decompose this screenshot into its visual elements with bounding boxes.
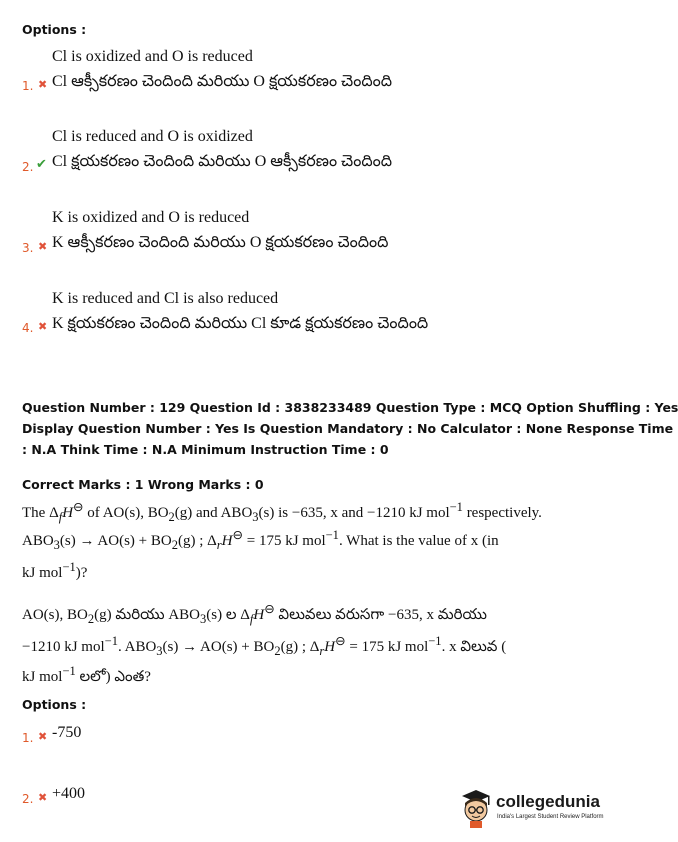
options-heading: Options :	[22, 22, 87, 37]
option-text-en: K is reduced and Cl is also reduced	[52, 290, 279, 307]
meta-line-3: : N.A Think Time : N.A Minimum Instruction Time : 0	[22, 442, 389, 457]
wrong-mark-icon: ✖	[38, 240, 48, 253]
option-text-te: K క్షయకరణం చెందింది మరియు Cl కూడ క్షయకరణం చెందింది	[52, 315, 429, 332]
correct-check-icon: ✔	[36, 157, 47, 172]
collegedunia-logo	[458, 786, 604, 830]
option-text-en: Cl is oxidized and O is reduced	[52, 48, 253, 65]
question-te-line-1: AO(s), $BO_2(g)$ మరియు $ABO_3(s)$ ల $\Delta_fH^⊖$ విలువలు వరుసగా −635, x మరియు	[22, 602, 487, 626]
option-number: 2.	[22, 792, 34, 806]
question-te-line-2: −1210 kJ mol$^{-1}$. $ABO_3(s) \to AO(s) + BO_2(g)$ ; $\Delta_rH^⊖ = 175$ kJ mol$^{-1}$. x విలువ (	[22, 634, 507, 658]
logo-name: collegedunia	[496, 792, 600, 811]
option-number: 1.	[22, 731, 34, 745]
mascot-icon	[458, 788, 494, 828]
logo-tagline: India's Largest Student Review Platform	[497, 814, 604, 820]
option-text-en: K is oxidized and O is reduced	[52, 209, 250, 226]
question-en-line-2: $ABO_3(s) \to AO(s) + BO_2(g)$ ; $\Delta_rH^⊖ = 175$ kJ mol$^{-1}$. What is the value of x (in	[22, 528, 499, 552]
question-en-line-1: The $\Delta_fH^⊖$ of AO(s), $BO_2(g)$ and $ABO_3(s)$ is −635, x and −1210 kJ mol$^{-1}$ respectively.	[22, 500, 542, 524]
meta-line-2: Display Question Number : Yes Is Question Mandatory : No Calculator : None Response Time	[22, 421, 674, 436]
option-value: -750	[52, 724, 82, 741]
question-en-line-3: kJ mol$^{-1}$)?	[22, 560, 88, 581]
option-number: 3.	[22, 241, 34, 255]
option-value: +400	[52, 785, 86, 802]
option-text-en: Cl is reduced and O is oxidized	[52, 128, 253, 145]
option-number: 1.	[22, 79, 34, 93]
wrong-mark-icon: ✖	[38, 320, 48, 333]
option-text-te: Cl క్షయకరణం చెందింది మరియు O ఆక్సీకరణం చెందింది	[52, 153, 393, 170]
question-meta	[22, 397, 678, 460]
options-heading: Options :	[22, 697, 87, 712]
option-text-te: Cl ఆక్సీకరణం చెందింది మరియు O క్షయకరణం చెందింది	[52, 73, 393, 90]
marks-info: Correct Marks : 1 Wrong Marks : 0	[22, 477, 264, 492]
wrong-mark-icon: ✖	[38, 791, 48, 804]
option-text-te: K ఆక్సీకరణం చెందింది మరియు O క్షయకరణం చెందింది	[52, 234, 389, 251]
meta-line-1: Question Number : 129 Question Id : 3838233489 Question Type : MCQ Option Shuffling : Yes	[22, 400, 678, 415]
option-number: 4.	[22, 321, 34, 335]
option-number: 2.	[22, 160, 34, 174]
wrong-mark-icon: ✖	[38, 730, 48, 743]
question-te-line-3: kJ mol$^{-1}$ లలో) ఎంత?	[22, 664, 151, 685]
wrong-mark-icon: ✖	[38, 78, 48, 91]
